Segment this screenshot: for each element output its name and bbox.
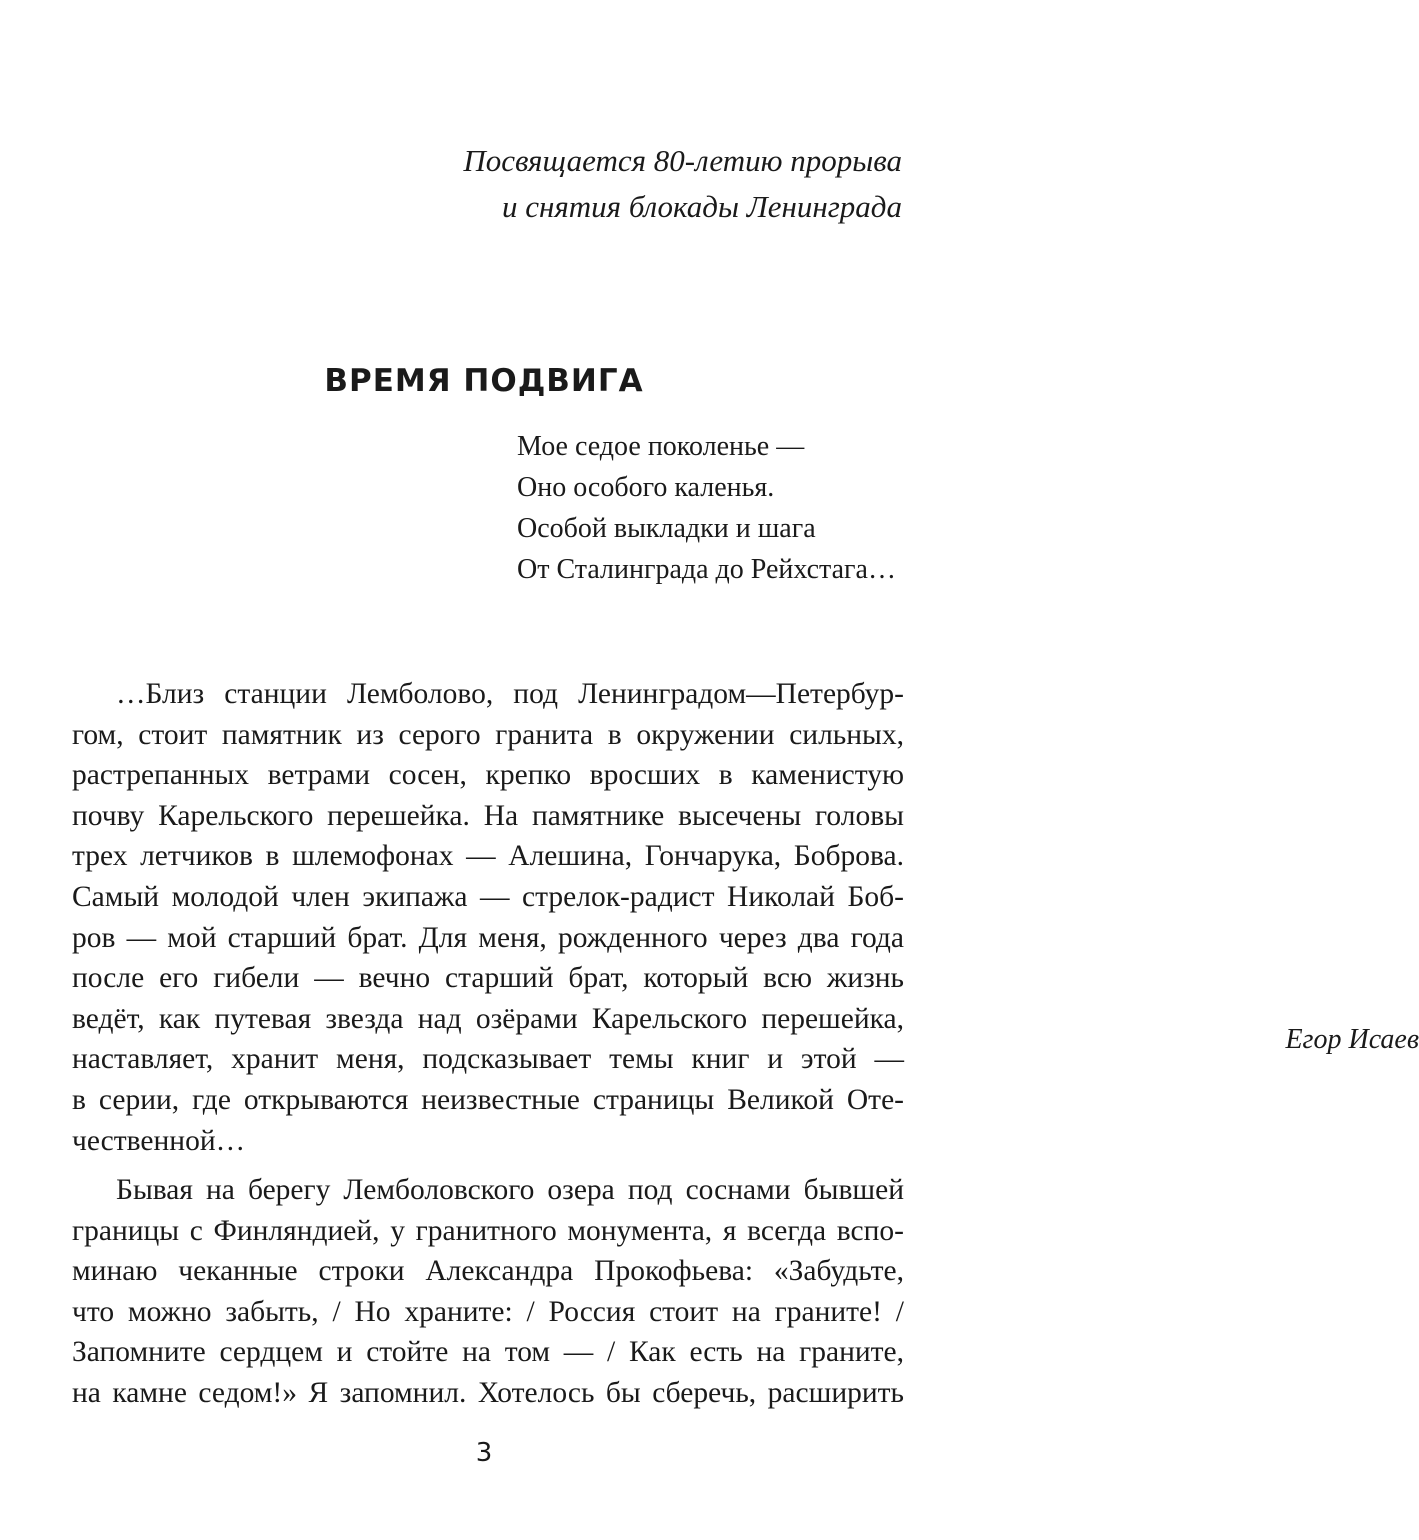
text-line: трех летчиков в шлемофонах — Алешина, Гончарука, Боброва. bbox=[72, 840, 904, 873]
text-line: минаю чеканные строки Александра Прокофьева: «Забудьте, bbox=[72, 1255, 904, 1288]
text-line: после его гибели — вечно старший брат, который всю жизнь bbox=[72, 962, 904, 995]
paragraph bbox=[72, 674, 904, 1161]
text-line: в серии, где открываются неизвестные страницы Великой Оте- bbox=[72, 1083, 904, 1116]
text-line: наставляет, хранит меня, подсказывает темы книг и этой — bbox=[72, 1043, 904, 1076]
paragraph bbox=[72, 1170, 904, 1414]
dedication-line: и снятия блокады Ленинграда bbox=[501, 189, 902, 224]
dedication-line: Посвящается 80-летию прорыва bbox=[463, 143, 902, 178]
text-line: на камне седом!» Я запомнил. Хотелось бы сберечь, расширить bbox=[72, 1376, 904, 1409]
epigraph bbox=[517, 426, 896, 590]
text-line: гом, стоит памятник из серого гранита в окружении сильных, bbox=[72, 718, 904, 751]
text-line: …Близ станции Лемболово, под Ленинградом—Петербур- bbox=[116, 678, 904, 710]
dedication bbox=[463, 138, 902, 230]
epigraph-line: Оно особого каленья. bbox=[517, 472, 775, 503]
text-line: почву Карельского перешейка. На памятнике высечены головы bbox=[72, 799, 904, 832]
text-line: границы с Финляндией, у гранитного монумента, я всегда вспо- bbox=[72, 1214, 904, 1247]
text-line: Запомните сердцем и стойте на том — / Как есть на граните, bbox=[72, 1336, 904, 1369]
text-line: ведёт, как путевая звезда над озёрами Карельского перешейка, bbox=[72, 1002, 904, 1035]
text-line: Бывая на берегу Лемболовского озера под соснами бывшей bbox=[116, 1174, 904, 1206]
epigraph-line: Особой выкладки и шага bbox=[517, 513, 816, 544]
text-line: чественной… bbox=[72, 1124, 246, 1157]
chapter-title: ВРЕМЯ ПОДВИГА bbox=[324, 363, 644, 399]
text-line: растрепанных ветрами сосен, крепко вросших в каменистую bbox=[72, 759, 904, 792]
epigraph-line: Мое седое поколенье — bbox=[517, 431, 805, 462]
text-line: Самый молодой член экипажа — стрелок-радист Николай Боб- bbox=[72, 880, 904, 913]
epigraph-line: От Сталинграда до Рейхстага… bbox=[517, 554, 896, 585]
text-line: что можно забыть, / Но храните: / Россия стоит на граните! / bbox=[72, 1295, 904, 1328]
page-number: 3 bbox=[475, 1438, 493, 1468]
epigraph-author: Егор Исаев bbox=[1285, 1024, 1419, 1055]
text-line: ров — мой старший брат. Для меня, рожденного через два года bbox=[72, 921, 904, 954]
